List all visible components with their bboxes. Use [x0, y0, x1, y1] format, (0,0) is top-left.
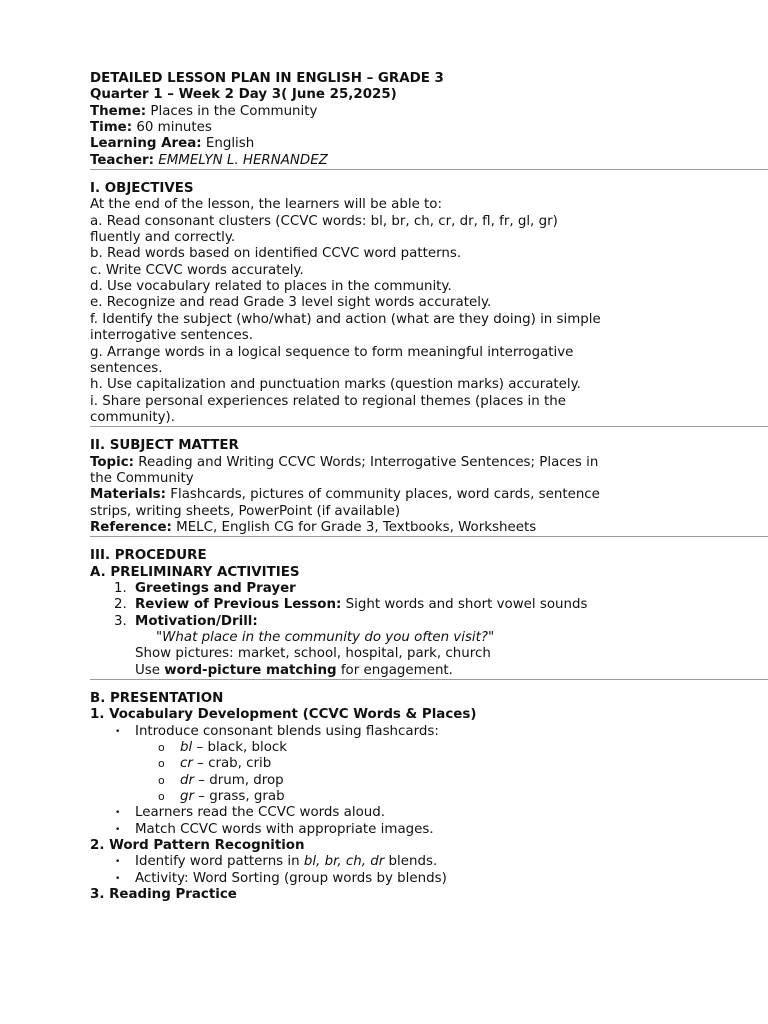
materials-label: Materials: [90, 487, 166, 503]
document-title: DETAILED LESSON PLAN IN ENGLISH – GRADE 3 [90, 71, 444, 86]
procedure-heading: III. PROCEDURE [90, 548, 207, 564]
materials-line-cont: strips, writing sheets, PowerPoint (if available) [90, 503, 401, 519]
objectives-heading: I. OBJECTIVES [90, 181, 194, 197]
blend: cr [180, 756, 193, 772]
list-item [90, 597, 768, 613]
quarter-line: Quarter 1 – Week 2 Day 3( June 25,2025) [90, 87, 397, 103]
blend: bl [180, 740, 193, 756]
blend-words: – crab, crib [192, 756, 272, 772]
use-pre: Use [135, 662, 165, 678]
blend-words: – black, block [192, 740, 288, 756]
bullet-text: Introduce consonant blends using flashcards: [135, 723, 439, 739]
presentation-heading: B. PRESENTATION [90, 691, 224, 707]
time-label: Time: [90, 120, 133, 136]
section-heading: 2. Word Pattern Recognition [90, 838, 305, 854]
lesson-plan-page [90, 71, 768, 904]
quote-text: What place in the community do you often visit? [162, 630, 489, 645]
reference-line [90, 520, 768, 536]
theme-value: Places in the Community [150, 103, 318, 119]
item-text: Greetings and Prayer [135, 580, 296, 596]
preliminary-heading: A. PRELIMINARY ACTIVITIES [90, 564, 300, 580]
teacher-label: Teacher: [90, 152, 154, 168]
use-bold: word-picture matching [164, 662, 337, 678]
show-pictures-line [90, 646, 768, 662]
topic-value: Reading and Writing CCVC Words; Interrogative Sentences; Places in [138, 454, 599, 470]
item-text: Motivation/Drill: [135, 613, 258, 629]
motivation-question [90, 630, 768, 646]
bullet-icon: • [115, 808, 121, 819]
reference-value: MELC, English CG for Grade 3, Textbooks, Worksheets [176, 519, 537, 535]
quote-open: " [156, 630, 163, 645]
section-heading: 1. Vocabulary Development (CCVC Words & Places) [90, 707, 477, 723]
item-text: Sight words and short vowel sounds [345, 597, 588, 613]
bullet-item [90, 724, 768, 740]
objective-line: community). [90, 409, 175, 425]
circle-bullet-icon: o [158, 773, 165, 787]
blend: gr [180, 789, 195, 805]
objective-line: b. Read words based on identified CCVC word patterns. [90, 246, 462, 262]
blend-words: – drum, drop [194, 772, 284, 788]
blend: dr [180, 772, 195, 788]
objective-line: interrogative sentences. [90, 328, 253, 344]
list-item [90, 581, 768, 597]
topic-label: Topic: [90, 454, 135, 470]
circle-bullet-icon: o [158, 757, 165, 771]
section-heading: 3. Reading Practice [90, 887, 237, 903]
objective-line: a. Read consonant clusters (CCVC words: bl, br, ch, cr, dr, fl, fr, gl, gr) [90, 213, 558, 229]
bullet-icon: • [115, 726, 121, 737]
area-label: Learning Area: [90, 136, 202, 152]
bullet-item [90, 871, 768, 887]
area-value: English [205, 136, 255, 152]
item-number: 1. [114, 580, 127, 596]
materials-value: Flashcards, pictures of community places, word cards, sentence [170, 487, 600, 503]
subject-matter-heading: II. SUBJECT MATTER [90, 438, 239, 454]
quote-close: " [488, 630, 495, 645]
use-line [90, 663, 768, 679]
item-number: 2. [114, 597, 127, 613]
objective-line: sentences. [90, 360, 163, 376]
bullet-text-post: blends. [384, 854, 438, 870]
list-item [90, 614, 768, 630]
sub-bullet-item [90, 773, 768, 789]
show-pictures-text: Show pictures: market, school, hospital, park, church [135, 646, 491, 662]
bullet-item [90, 822, 768, 838]
theme-line [90, 104, 768, 120]
bullet-item [90, 805, 768, 821]
circle-bullet-icon: o [158, 741, 165, 755]
item-number: 3. [114, 613, 127, 629]
use-post: for engagement. [336, 662, 453, 678]
bullet-text-pre: Identify word patterns in [135, 854, 304, 870]
sub-bullet-item [90, 756, 768, 772]
bullet-text-blends: bl, br, ch, dr [303, 854, 385, 870]
bullet-icon: • [115, 857, 121, 868]
sub-bullet-item [90, 789, 768, 805]
sub-bullet-item [90, 740, 768, 756]
objective-line: f. Identify the subject (who/what) and action (what are they doing) in simple [90, 311, 601, 327]
bullet-icon: • [115, 873, 121, 884]
bullet-item [90, 854, 768, 870]
bullet-icon: • [115, 824, 121, 835]
topic-line [90, 455, 768, 471]
objective-line: d. Use vocabulary related to places in the community. [90, 279, 452, 295]
bullet-text: Learners read the CCVC words aloud. [135, 805, 386, 821]
time-value: 60 minutes [136, 120, 212, 136]
bullet-text: Activity: Word Sorting (group words by blends) [135, 870, 447, 886]
objective-line: e. Recognize and read Grade 3 level sight words accurately. [90, 295, 492, 311]
item-label: Review of Previous Lesson: [135, 597, 342, 613]
objectives-intro: At the end of the lesson, the learners will be able to: [90, 197, 443, 213]
objective-line: c. Write CCVC words accurately. [90, 262, 304, 278]
reference-label: Reference: [90, 519, 172, 535]
teacher-line [90, 153, 768, 169]
time-line [90, 120, 768, 136]
circle-bullet-icon: o [158, 790, 165, 804]
theme-label: Theme: [90, 103, 147, 119]
objective-line: i. Share personal experiences related to regional themes (places in the [90, 393, 566, 409]
topic-line-cont: the Community [90, 470, 194, 486]
blend-words: – grass, grab [194, 789, 285, 805]
objective-line: fluently and correctly. [90, 230, 236, 246]
area-line [90, 136, 768, 152]
objective-line: g. Arrange words in a logical sequence to form meaningful interrogative [90, 344, 574, 360]
bullet-text: Match CCVC words with appropriate images. [135, 821, 434, 837]
materials-line [90, 487, 768, 503]
teacher-value: EMMELYN L. HERNANDEZ [158, 152, 328, 168]
objective-line: h. Use capitalization and punctuation marks (question marks) accurately. [90, 377, 581, 393]
